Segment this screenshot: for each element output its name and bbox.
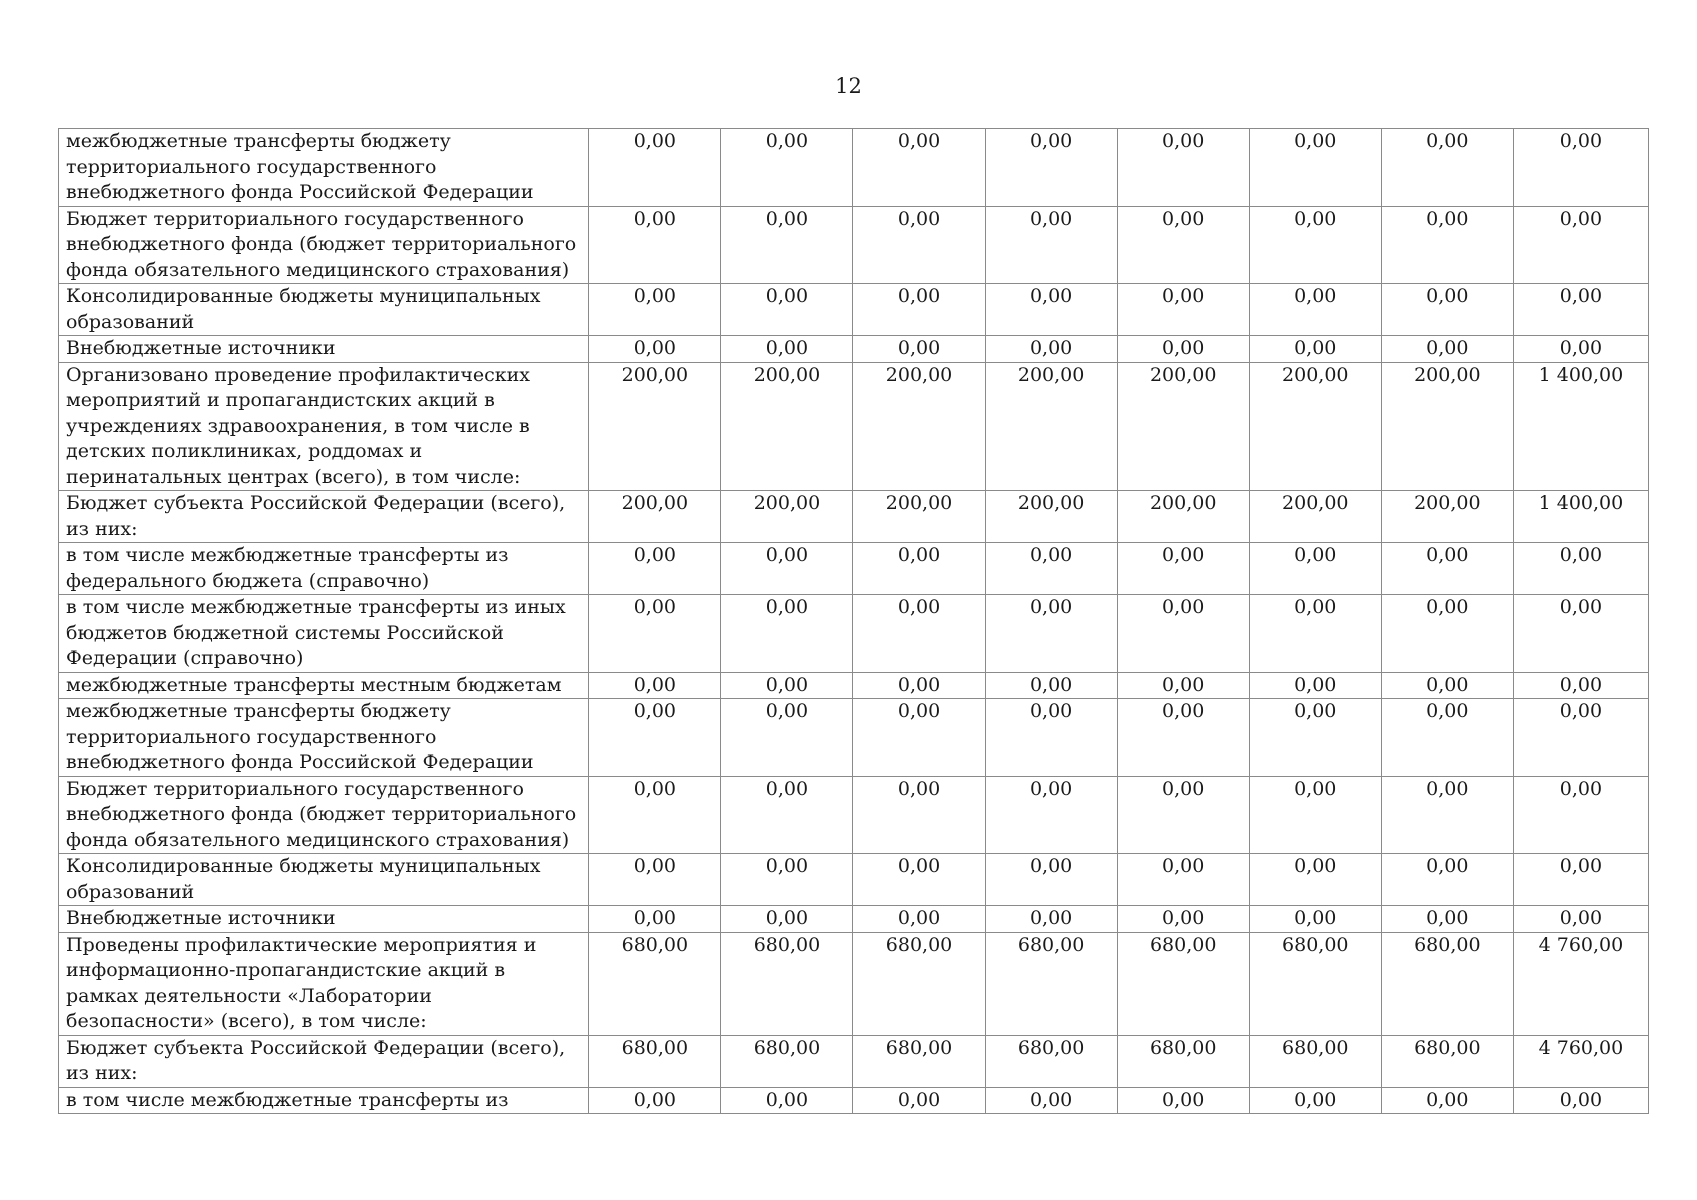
value-cell: 0,00 (1381, 595, 1513, 673)
table-row (59, 906, 1649, 933)
row-label: межбюджетные трансферты местным бюджетам (59, 672, 589, 699)
value-cell: 0,00 (1117, 336, 1249, 363)
value-cell: 200,00 (721, 491, 853, 543)
value-cell: 0,00 (721, 1087, 853, 1114)
value-cell: 0,00 (1117, 543, 1249, 595)
value-cell: 0,00 (589, 206, 721, 284)
row-label: Организовано проведение профилактических мероприятий и пропагандистских акций в учреждениях здравоохранения, в том числе в детских поликлиниках, роддомах и перинатальных центрах (всего), в том числе: (59, 362, 589, 491)
value-cell: 680,00 (985, 932, 1117, 1035)
value-cell: 0,00 (721, 854, 853, 906)
row-label: Консолидированные бюджеты муниципальных образований (59, 854, 589, 906)
value-cell: 0,00 (721, 336, 853, 363)
budget-table (58, 128, 1649, 1114)
value-cell: 0,00 (985, 672, 1117, 699)
value-cell: 0,00 (721, 129, 853, 207)
value-cell: 0,00 (589, 543, 721, 595)
value-cell: 0,00 (721, 776, 853, 854)
budget-table-body (59, 129, 1649, 1114)
value-cell: 200,00 (589, 362, 721, 491)
row-label: в том числе межбюджетные трансферты из (59, 1087, 589, 1114)
row-label: Внебюджетные источники (59, 906, 589, 933)
value-cell: 0,00 (1513, 854, 1648, 906)
value-cell: 0,00 (1117, 906, 1249, 933)
value-cell: 200,00 (721, 362, 853, 491)
value-cell: 0,00 (985, 284, 1117, 336)
value-cell: 0,00 (853, 284, 985, 336)
value-cell: 680,00 (1381, 932, 1513, 1035)
value-cell: 200,00 (589, 491, 721, 543)
value-cell: 0,00 (721, 699, 853, 777)
value-cell: 0,00 (1513, 776, 1648, 854)
value-cell: 680,00 (1381, 1035, 1513, 1087)
table-row (59, 206, 1649, 284)
table-row (59, 336, 1649, 363)
value-cell: 0,00 (1381, 699, 1513, 777)
value-cell: 680,00 (985, 1035, 1117, 1087)
value-cell: 0,00 (1249, 699, 1381, 777)
row-label: межбюджетные трансферты бюджету территориального государственного внебюджетного фонда Российской Федерации (59, 699, 589, 777)
value-cell: 0,00 (1381, 776, 1513, 854)
value-cell: 0,00 (1513, 1087, 1648, 1114)
value-cell: 200,00 (1381, 362, 1513, 491)
value-cell: 200,00 (1381, 491, 1513, 543)
value-cell: 0,00 (1381, 1087, 1513, 1114)
value-cell: 0,00 (985, 129, 1117, 207)
value-cell: 0,00 (721, 543, 853, 595)
table-row (59, 491, 1649, 543)
row-label: Бюджет территориального государственного внебюджетного фонда (бюджет территориального фонда обязательного медицинского страхования) (59, 206, 589, 284)
value-cell: 200,00 (853, 362, 985, 491)
value-cell: 0,00 (853, 699, 985, 777)
value-cell: 0,00 (853, 776, 985, 854)
value-cell: 680,00 (589, 1035, 721, 1087)
value-cell: 0,00 (589, 284, 721, 336)
value-cell: 200,00 (853, 491, 985, 543)
row-label: межбюджетные трансферты бюджету территориального государственного внебюджетного фонда Российской Федерации (59, 129, 589, 207)
value-cell: 0,00 (1117, 1087, 1249, 1114)
row-label: Бюджет субъекта Российской Федерации (всего), из них: (59, 491, 589, 543)
value-cell: 0,00 (589, 672, 721, 699)
value-cell: 200,00 (985, 491, 1117, 543)
value-cell: 200,00 (1249, 362, 1381, 491)
value-cell: 680,00 (1249, 1035, 1381, 1087)
value-cell: 0,00 (589, 776, 721, 854)
value-cell: 0,00 (1249, 776, 1381, 854)
table-row (59, 129, 1649, 207)
value-cell: 0,00 (1117, 595, 1249, 673)
value-cell: 0,00 (985, 1087, 1117, 1114)
row-label: Внебюджетные источники (59, 336, 589, 363)
value-cell: 0,00 (853, 543, 985, 595)
value-cell: 0,00 (721, 906, 853, 933)
value-cell: 200,00 (985, 362, 1117, 491)
value-cell: 0,00 (1381, 336, 1513, 363)
value-cell: 4 760,00 (1513, 932, 1648, 1035)
table-row (59, 672, 1649, 699)
value-cell: 0,00 (1117, 699, 1249, 777)
value-cell: 0,00 (985, 543, 1117, 595)
row-label: Проведены профилактические мероприятия и информационно-пропагандистские акций в рамках деятельности «Лаборатории безопасности» (всего), в том числе: (59, 932, 589, 1035)
value-cell: 0,00 (589, 854, 721, 906)
value-cell: 0,00 (853, 206, 985, 284)
table-row (59, 1087, 1649, 1114)
row-label: Консолидированные бюджеты муниципальных образований (59, 284, 589, 336)
value-cell: 0,00 (1381, 206, 1513, 284)
value-cell: 200,00 (1117, 362, 1249, 491)
value-cell: 0,00 (1381, 672, 1513, 699)
value-cell: 680,00 (721, 1035, 853, 1087)
value-cell: 0,00 (853, 1087, 985, 1114)
value-cell: 0,00 (985, 776, 1117, 854)
value-cell: 1 400,00 (1513, 362, 1648, 491)
table-row (59, 776, 1649, 854)
value-cell: 0,00 (1513, 543, 1648, 595)
value-cell: 0,00 (589, 129, 721, 207)
value-cell: 680,00 (1117, 1035, 1249, 1087)
value-cell: 0,00 (721, 284, 853, 336)
value-cell: 0,00 (1513, 129, 1648, 207)
page-number: 12 (835, 74, 862, 98)
value-cell: 0,00 (1249, 284, 1381, 336)
value-cell: 0,00 (1513, 336, 1648, 363)
value-cell: 0,00 (721, 595, 853, 673)
table-row (59, 284, 1649, 336)
value-cell: 0,00 (1117, 206, 1249, 284)
value-cell: 0,00 (1381, 543, 1513, 595)
table-row (59, 854, 1649, 906)
value-cell: 0,00 (1513, 206, 1648, 284)
row-label: Бюджет территориального государственного внебюджетного фонда (бюджет территориального фонда обязательного медицинского страхования) (59, 776, 589, 854)
value-cell: 0,00 (1117, 776, 1249, 854)
row-label: в том числе межбюджетные трансферты из иных бюджетов бюджетной системы Российской Федерации (справочно) (59, 595, 589, 673)
value-cell: 1 400,00 (1513, 491, 1648, 543)
value-cell: 0,00 (589, 336, 721, 363)
value-cell: 4 760,00 (1513, 1035, 1648, 1087)
value-cell: 0,00 (589, 595, 721, 673)
value-cell: 0,00 (1513, 595, 1648, 673)
value-cell: 0,00 (853, 595, 985, 673)
value-cell: 0,00 (985, 699, 1117, 777)
value-cell: 680,00 (1249, 932, 1381, 1035)
value-cell: 200,00 (1249, 491, 1381, 543)
table-row (59, 932, 1649, 1035)
value-cell: 680,00 (589, 932, 721, 1035)
value-cell: 0,00 (1249, 129, 1381, 207)
value-cell: 0,00 (1117, 672, 1249, 699)
value-cell: 0,00 (1249, 1087, 1381, 1114)
value-cell: 0,00 (853, 336, 985, 363)
value-cell: 0,00 (853, 906, 985, 933)
value-cell: 0,00 (853, 129, 985, 207)
value-cell: 0,00 (853, 854, 985, 906)
value-cell: 0,00 (1513, 699, 1648, 777)
value-cell: 0,00 (1249, 906, 1381, 933)
value-cell: 0,00 (1513, 284, 1648, 336)
value-cell: 680,00 (1117, 932, 1249, 1035)
table-row (59, 595, 1649, 673)
value-cell: 680,00 (721, 932, 853, 1035)
value-cell: 0,00 (985, 336, 1117, 363)
table-row (59, 1035, 1649, 1087)
value-cell: 0,00 (1381, 284, 1513, 336)
value-cell: 0,00 (1381, 129, 1513, 207)
value-cell: 0,00 (985, 595, 1117, 673)
value-cell: 0,00 (1513, 672, 1648, 699)
value-cell: 0,00 (589, 1087, 721, 1114)
value-cell: 680,00 (853, 1035, 985, 1087)
value-cell: 0,00 (1249, 543, 1381, 595)
table-row (59, 543, 1649, 595)
value-cell: 200,00 (1117, 491, 1249, 543)
value-cell: 680,00 (853, 932, 985, 1035)
value-cell: 0,00 (1249, 336, 1381, 363)
value-cell: 0,00 (1249, 206, 1381, 284)
row-label: в том числе межбюджетные трансферты из федерального бюджета (справочно) (59, 543, 589, 595)
value-cell: 0,00 (721, 672, 853, 699)
value-cell: 0,00 (589, 699, 721, 777)
value-cell: 0,00 (985, 906, 1117, 933)
value-cell: 0,00 (853, 672, 985, 699)
value-cell: 0,00 (985, 854, 1117, 906)
value-cell: 0,00 (1249, 854, 1381, 906)
value-cell: 0,00 (985, 206, 1117, 284)
table-row (59, 362, 1649, 491)
value-cell: 0,00 (1381, 906, 1513, 933)
value-cell: 0,00 (1249, 595, 1381, 673)
value-cell: 0,00 (1381, 854, 1513, 906)
value-cell: 0,00 (1117, 129, 1249, 207)
value-cell: 0,00 (721, 206, 853, 284)
table-row (59, 699, 1649, 777)
row-label: Бюджет субъекта Российской Федерации (всего), из них: (59, 1035, 589, 1087)
value-cell: 0,00 (1117, 854, 1249, 906)
value-cell: 0,00 (589, 906, 721, 933)
value-cell: 0,00 (1249, 672, 1381, 699)
value-cell: 0,00 (1117, 284, 1249, 336)
value-cell: 0,00 (1513, 906, 1648, 933)
